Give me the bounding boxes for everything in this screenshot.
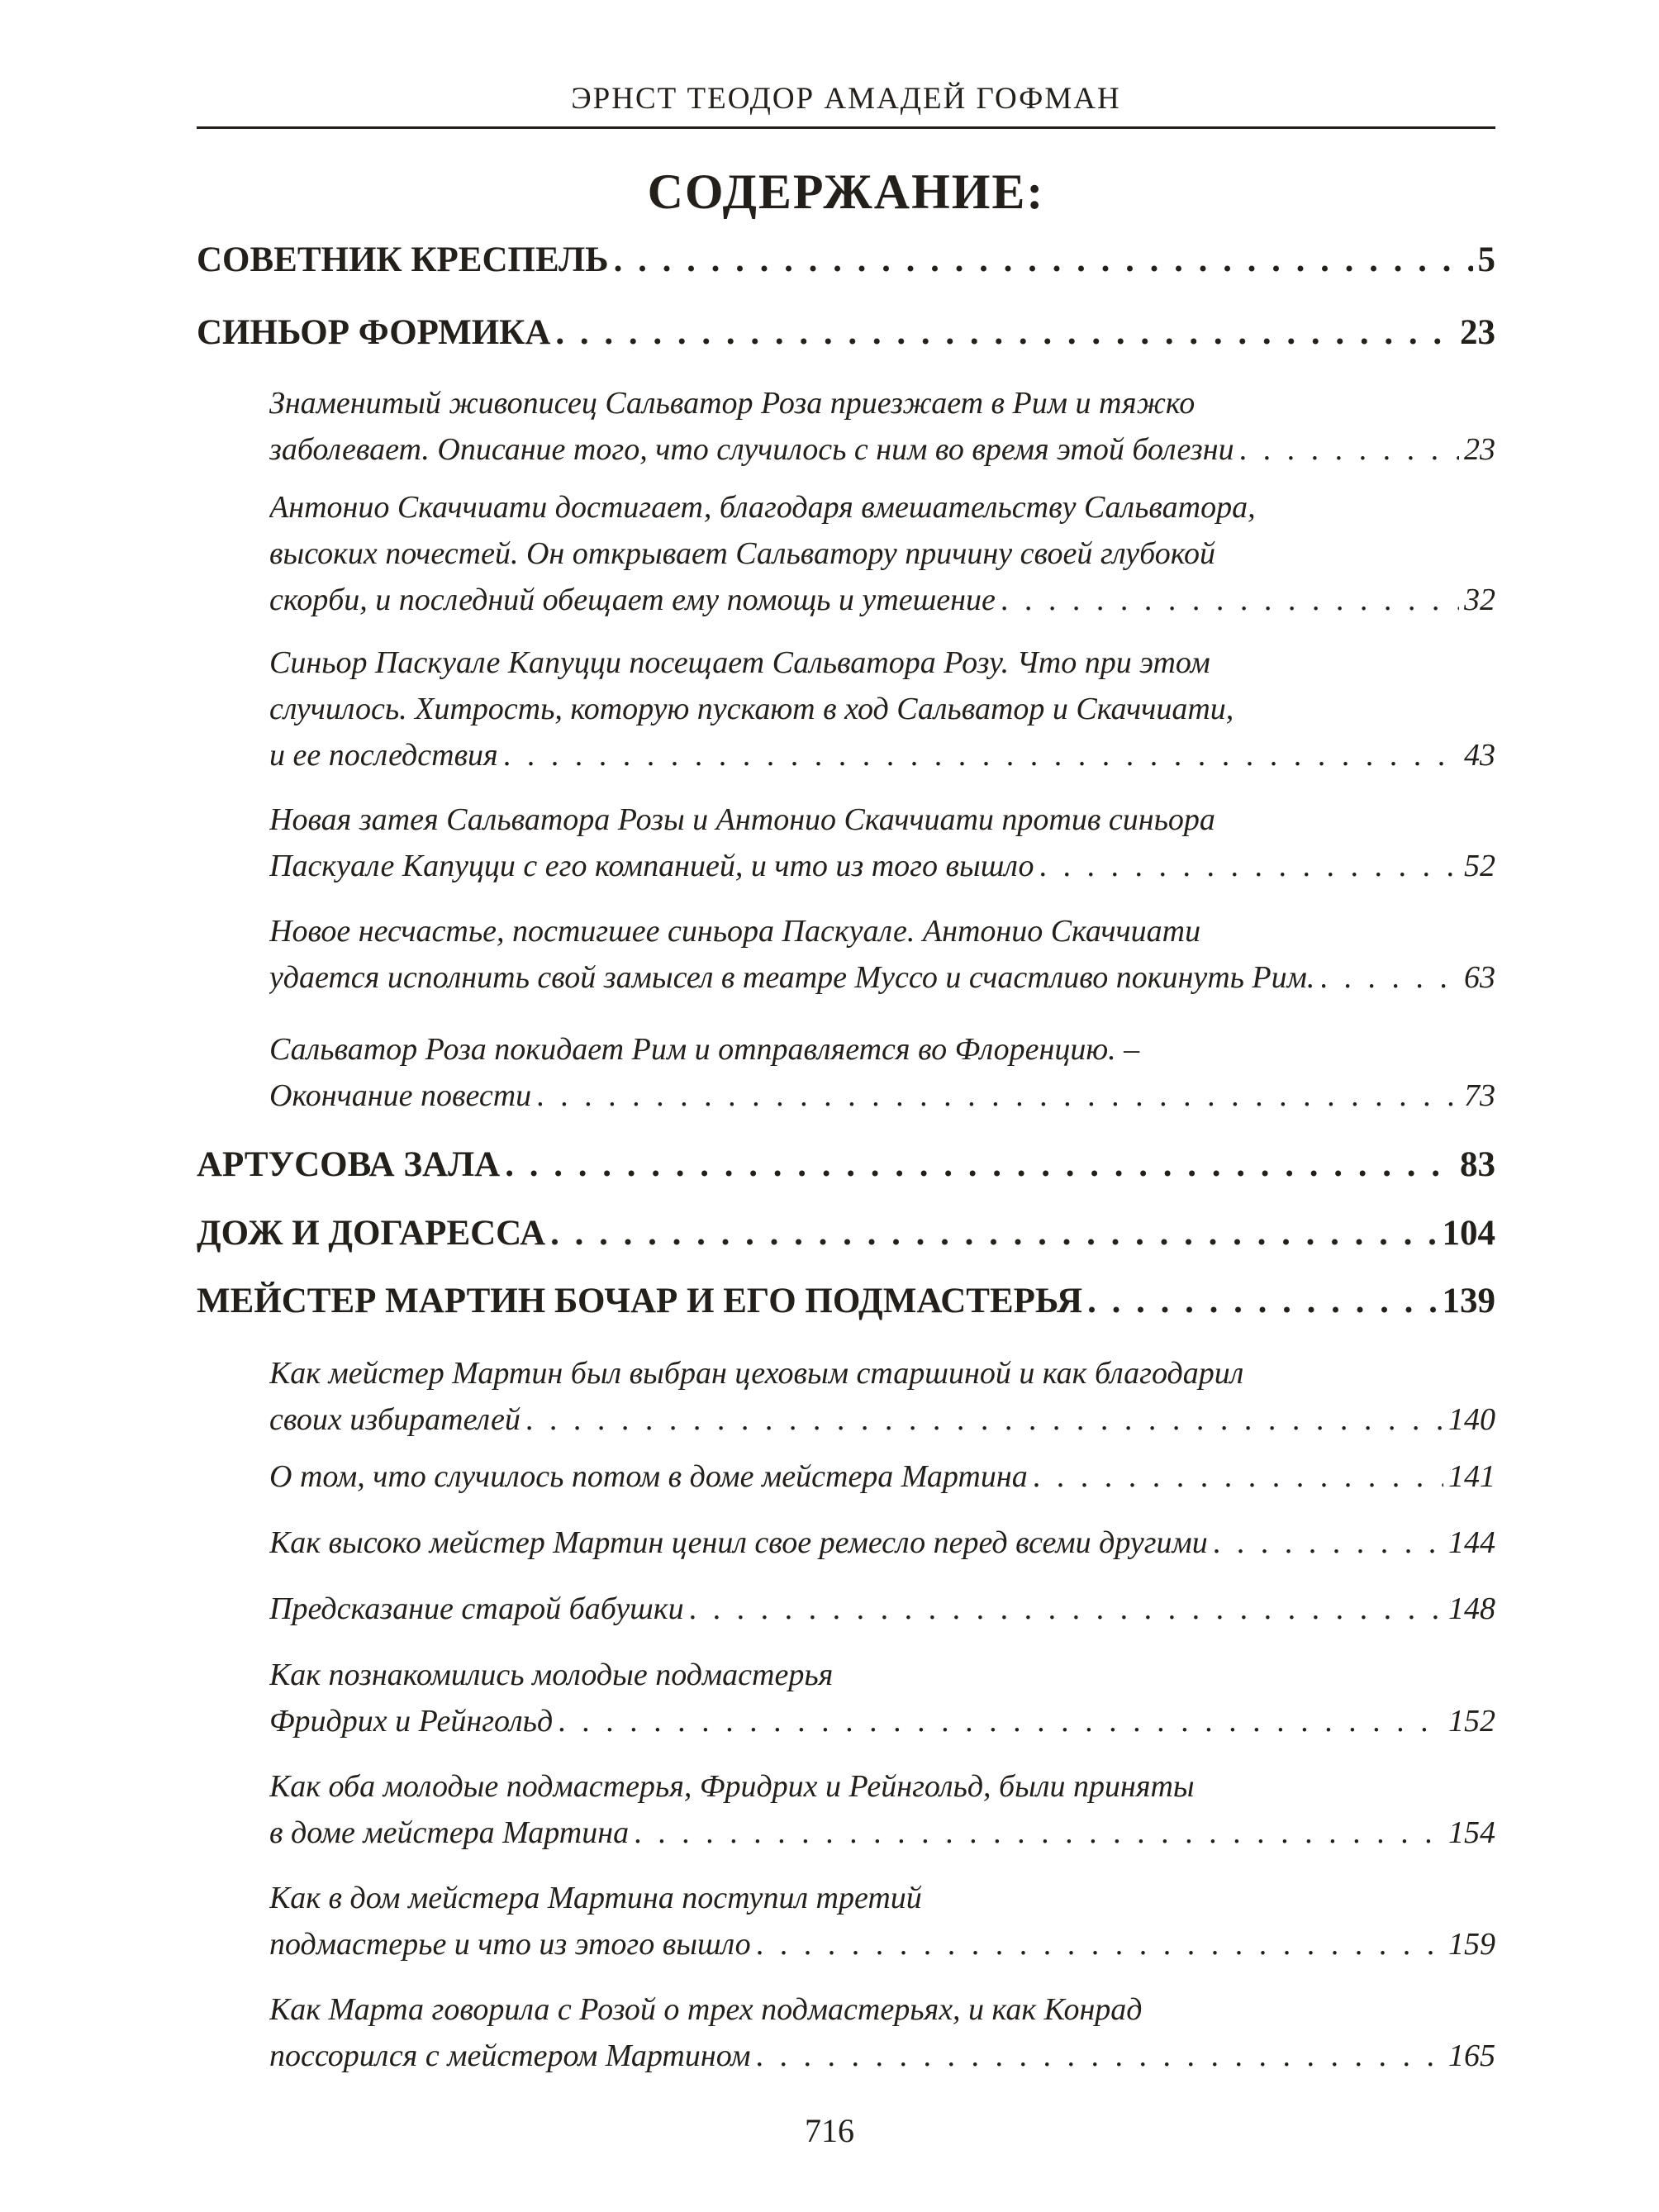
toc-chapter-entry [269, 1031, 1495, 1124]
dot-leader [505, 1144, 1455, 1185]
chapter-line [269, 1458, 1495, 1505]
running-head: ЭРНСТ ТЕОДОР АМАДЕЙ ГОФМАН [571, 82, 1121, 116]
chapter-line-text: Антонио Скаччиати достигает, благодаря вмешательству Сальватора, [269, 490, 1256, 525]
chapter-line [269, 1657, 1495, 1703]
chapter-line-text: Новая затея Сальватора Розы и Антонио Скаччиати против синьора [269, 802, 1215, 837]
toc-chapter-entry [269, 1458, 1495, 1505]
toc-chapter-entry [269, 1525, 1495, 1571]
chapter-line [269, 1991, 1495, 2038]
toc-chapter-entry [269, 1355, 1495, 1448]
chapter-line-text: Как Марта говорила с Розой о трех подмастерьях, и как Конрад [269, 1992, 1143, 2027]
chapter-page-number: 32 [1464, 583, 1495, 617]
chapter-line [269, 1880, 1495, 1926]
chapter-page-number: 63 [1464, 960, 1495, 995]
chapter-line [269, 913, 1495, 959]
chapter-line-text: Паскуале Капуцци с его компанией, и что из того вышло [269, 849, 1034, 883]
chapter-line [269, 1591, 1495, 1637]
toc-chapter-entry [269, 645, 1495, 783]
part-page-number: 83 [1460, 1145, 1495, 1184]
chapter-line-text: Как в дом мейстера Мартина поступил третий [269, 1881, 922, 1915]
part-title: МЕЙСТЕР МАРТИН БОЧАР И ЕГО ПОДМАСТЕРЬЯ [197, 1282, 1083, 1320]
chapter-line [269, 1355, 1495, 1401]
dot-leader [1213, 1525, 1443, 1561]
dot-leader [1033, 1458, 1443, 1495]
chapter-page-number: 52 [1464, 849, 1495, 883]
chapter-line [269, 1401, 1495, 1448]
dot-leader [614, 240, 1473, 280]
toc-part-entry [197, 1213, 1495, 1263]
chapter-page-number: 141 [1448, 1459, 1495, 1494]
toc-chapter-entry [269, 1591, 1495, 1637]
chapter-line-text: случилось. Хитрость, которую пускают в ход Сальватор и Скаччиати, [269, 692, 1234, 726]
toc-part-line [197, 1281, 1495, 1330]
chapter-line [269, 1768, 1495, 1815]
toc-chapter-entry [269, 913, 1495, 1006]
dot-leader [525, 1401, 1443, 1438]
toc-part-line [197, 1213, 1495, 1263]
chapter-line [269, 645, 1495, 691]
part-page-number: 5 [1477, 240, 1495, 279]
chapter-page-number: 144 [1448, 1525, 1495, 1560]
toc-chapter-entry [269, 1657, 1495, 1749]
chapter-line-text: в доме мейстера Мартина [269, 1815, 630, 1850]
chapter-line-text: подмастерье и что из этого вышло [269, 1927, 751, 1962]
dot-leader [555, 312, 1455, 353]
part-title: СОВЕТНИК КРЕСПЕЛЬ [197, 240, 609, 279]
chapter-line-text: Окончание повести [269, 1078, 532, 1113]
toc-chapter-entry [269, 802, 1495, 894]
chapter-line [269, 1031, 1495, 1077]
toc-part-line [197, 240, 1495, 289]
chapter-line-text: Синьор Паскуале Капуцци посещает Сальватора Розу. Что при этом [269, 645, 1210, 680]
page-number: 716 [805, 2112, 854, 2149]
dot-leader [1087, 1281, 1437, 1321]
chapter-line [269, 489, 1495, 535]
toc-chapter-entry [269, 1991, 1495, 2084]
chapter-page-number: 154 [1448, 1815, 1495, 1850]
chapter-line-text: удается исполнить свой замысел в театре Муссо и счастливо покинуть Рим. [269, 960, 1315, 995]
chapter-line [269, 582, 1495, 628]
chapter-line-text: О том, что случилось потом в доме мейстера Мартина [269, 1459, 1028, 1494]
chapter-line [269, 1703, 1495, 1749]
chapter-page-number: 148 [1448, 1591, 1495, 1626]
chapter-page-number: 73 [1464, 1078, 1495, 1113]
chapter-line-text: заболевает. Описание того, что случилось с ним во время этой болезни [269, 432, 1234, 467]
toc-part-entry [197, 312, 1495, 362]
chapter-line-text: Знаменитый живописец Сальватор Роза приезжает в Рим и тяжко [269, 386, 1196, 421]
chapter-line-text: Как мейстер Мартин был выбран цеховым старшиной и как благодарил [269, 1356, 1244, 1391]
toc-part-entry [197, 1144, 1495, 1194]
chapter-line [269, 691, 1495, 737]
chapter-line [269, 1926, 1495, 1972]
dot-leader [1001, 582, 1459, 618]
chapter-page-number: 43 [1464, 738, 1495, 773]
part-title: СИНЬОР ФОРМИКА [197, 313, 551, 352]
toc-chapter-entry [269, 1880, 1495, 1972]
part-title: АРТУСОВА ЗАЛА [197, 1145, 501, 1184]
chapter-line [269, 802, 1495, 848]
chapter-line [269, 1525, 1495, 1571]
dot-leader [756, 1926, 1443, 1962]
part-page-number: 139 [1442, 1282, 1495, 1320]
chapter-page-number: 23 [1464, 432, 1495, 467]
dot-leader [1039, 848, 1459, 884]
chapter-line-text: Фридрих и Рейнгольд [269, 1704, 554, 1739]
toc-title: СОДЕРЖАНИЕ: [647, 164, 1045, 219]
chapter-line [269, 2038, 1495, 2084]
chapter-line [269, 1077, 1495, 1124]
dot-leader [689, 1591, 1443, 1627]
toc-part-entry [197, 240, 1495, 289]
dot-leader [1319, 959, 1459, 996]
chapter-page-number: 152 [1448, 1704, 1495, 1739]
dot-leader [634, 1815, 1443, 1851]
dot-leader [558, 1703, 1443, 1739]
chapter-line [269, 959, 1495, 1006]
chapter-page-number: 165 [1448, 2038, 1495, 2073]
chapter-line [269, 385, 1495, 431]
chapter-line-text: высоких почестей. Он открывает Сальватору причину своей глубокой [269, 536, 1216, 571]
toc-part-line [197, 312, 1495, 362]
chapter-line [269, 535, 1495, 582]
header-rule [197, 126, 1495, 129]
chapter-line-text: скорби, и последний обещает ему помощь и утешение [269, 583, 996, 617]
part-page-number: 23 [1460, 313, 1495, 352]
dot-leader [756, 2038, 1443, 2074]
toc-chapter-entry [269, 1768, 1495, 1861]
dot-leader [1239, 431, 1459, 468]
chapter-page-number: 159 [1448, 1927, 1495, 1962]
chapter-line [269, 737, 1495, 783]
dot-leader [550, 1213, 1437, 1253]
chapter-line-text: своих избирателей [269, 1402, 521, 1437]
chapter-line-text: Как познакомились молодые подмастерья [269, 1658, 834, 1692]
part-title: ДОЖ И ДОГАРЕССА [197, 1214, 546, 1253]
toc-chapter-entry [269, 489, 1495, 628]
chapter-line-text: и ее последствия [269, 738, 498, 773]
chapter-line [269, 1815, 1495, 1861]
chapter-page-number: 140 [1448, 1402, 1495, 1437]
chapter-line-text: Сальватор Роза покидает Рим и отправляется во Флоренцию. – [269, 1032, 1140, 1067]
toc-part-line [197, 1144, 1495, 1194]
dot-leader [503, 737, 1459, 773]
chapter-line-text: Новое несчастье, постигшее синьора Паскуале. Антонио Скаччиати [269, 914, 1201, 949]
toc-part-entry [197, 1281, 1495, 1330]
part-page-number: 104 [1442, 1214, 1495, 1253]
chapter-line-text: Как оба молодые подмастерья, Фридрих и Рейнгольд, были приняты [269, 1769, 1195, 1804]
chapter-line-text: Предсказание старой бабушки [269, 1591, 684, 1626]
chapter-line-text: поссорился с мейстером Мартином [269, 2038, 751, 2073]
toc-chapter-entry [269, 385, 1495, 478]
dot-leader [536, 1077, 1459, 1114]
chapter-line-text: Как высоко мейстер Мартин ценил свое ремесло перед всеми другими [269, 1525, 1208, 1560]
chapter-line [269, 431, 1495, 478]
chapter-line [269, 848, 1495, 894]
